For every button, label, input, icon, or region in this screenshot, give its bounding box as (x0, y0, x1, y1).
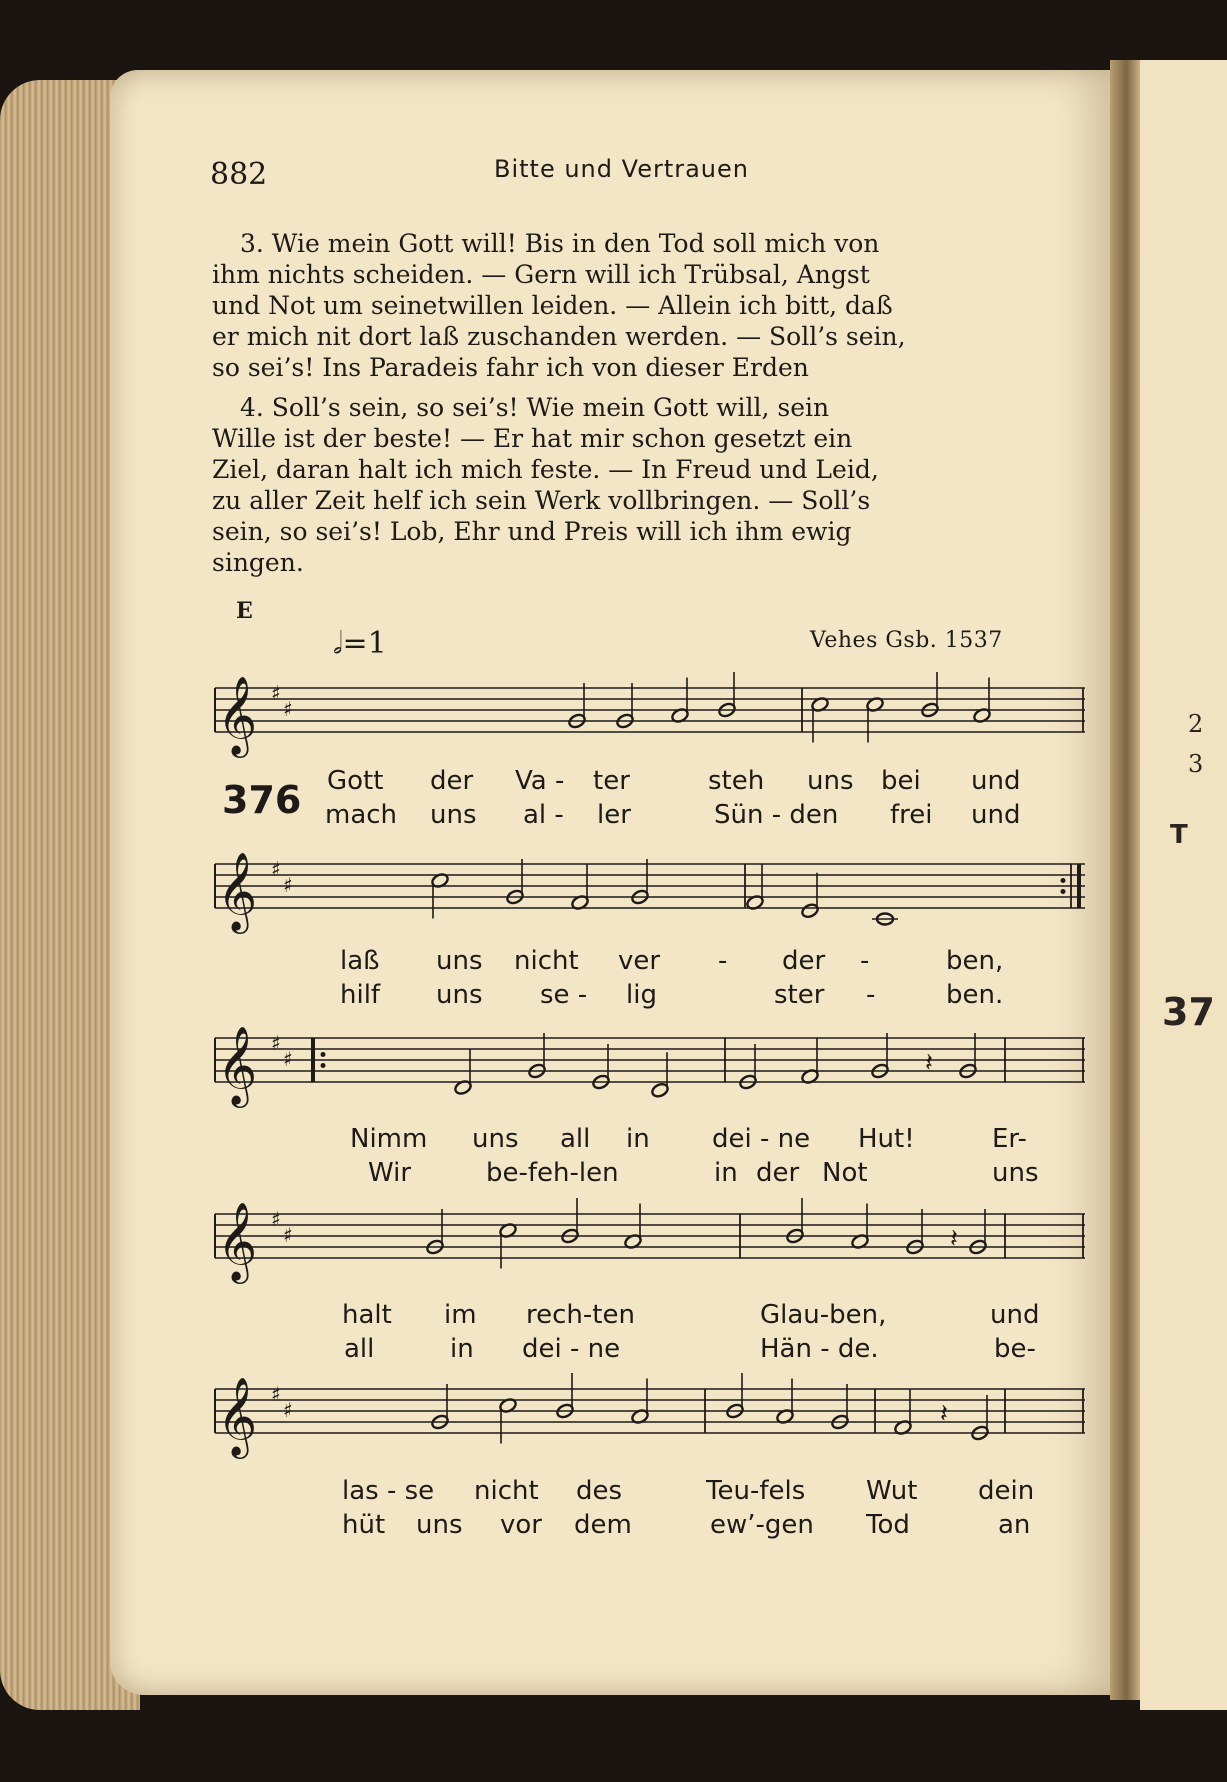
lyric-syllable: Teu-fels (706, 1476, 806, 1506)
lyric-syllable: ben, (946, 946, 1004, 976)
stanza-3 (212, 228, 1084, 383)
lyric-syllable: las - se (342, 1476, 435, 1506)
stanza-line: und Not um seinetwillen leiden. — Allein ich bitt, daß (212, 291, 893, 320)
stanza-line: 3. Wie mein Gott will! Bis in den Tod soll mich von (240, 229, 880, 258)
lyric-syllable: uns (992, 1158, 1039, 1188)
sharp-icon: ♯ (271, 1207, 281, 1231)
lyric-syllable: - (860, 946, 870, 976)
lyric-syllable: - (718, 946, 728, 976)
right-frag-4: 37 (1162, 990, 1215, 1034)
lyric-syllable: rech-ten (526, 1300, 635, 1330)
lyric-syllable: dem (574, 1510, 632, 1540)
lyric-syllable: halt (342, 1300, 392, 1330)
lyric-syllable: an (998, 1510, 1031, 1540)
lyric-syllable: bei (881, 766, 921, 796)
lyric-syllable: im (444, 1300, 477, 1330)
lyric-syllable: in (626, 1124, 650, 1154)
lyric-syllable: uns (416, 1510, 463, 1540)
lyric-syllable: der (430, 766, 474, 796)
treble-clef-icon: 𝄞 (217, 852, 258, 931)
stanza-line: Wille ist der beste! — Er hat mir schon gesetzt ein (212, 424, 853, 453)
lyric-syllable: uns (472, 1124, 519, 1154)
lyric-syllable: - (866, 980, 876, 1010)
lyric-syllable: uns (430, 800, 477, 830)
repeat-dot (321, 1052, 326, 1057)
lyric-syllable: Tod (866, 1510, 910, 1540)
lyric-syllable: uns (807, 766, 854, 796)
music-staff-4 (215, 1198, 1085, 1298)
stanza-line: 4. Soll’s sein, so sei’s! Wie mein Gott will, sein (240, 393, 830, 422)
repeat-dot (1061, 878, 1066, 883)
lyric-syllable: ster (774, 980, 825, 1010)
lyric-syllable: be-feh-len (486, 1158, 619, 1188)
lyric-syllable: Not (822, 1158, 868, 1188)
running-title: Bitte und Vertrauen (494, 155, 749, 183)
lyric-syllable: se - (540, 980, 588, 1010)
stanza-4 (212, 392, 1084, 578)
sharp-icon: ♯ (271, 857, 281, 881)
lyric-syllable: Gott (327, 766, 384, 796)
lyric-syllable: Wut (866, 1476, 918, 1506)
lyric-syllable: der (756, 1158, 800, 1188)
lyric-syllable: Wir (368, 1158, 412, 1188)
lyric-syllable: laß (340, 946, 380, 976)
sharp-icon: ♯ (271, 681, 281, 705)
lyric-syllable: in (714, 1158, 738, 1188)
sharp-icon: ♯ (283, 1223, 293, 1247)
sharp-icon: ♯ (271, 1031, 281, 1055)
tempo-marking: 𝅗𝅥=1 (333, 626, 387, 661)
lyric-syllable: uns (436, 980, 483, 1010)
sharp-icon: ♯ (283, 697, 293, 721)
lyric-syllable: Nimm (350, 1124, 428, 1154)
lyric-syllable: ver (618, 946, 661, 976)
stanza-line: singen. (212, 548, 304, 577)
lyric-syllable: vor (500, 1510, 542, 1540)
stanza-line: Ziel, daran halt ich mich feste. — In Freud und Leid, (212, 455, 879, 484)
music-staff-1 (215, 672, 1085, 772)
stanza-line: so sei’s! Ins Paradeis fahr ich von dieser Erden (212, 353, 809, 382)
lyric-syllable: all (560, 1124, 591, 1154)
lyric-syllable: und (971, 766, 1021, 796)
music-staff-2 (215, 848, 1085, 948)
lyric-syllable: nicht (514, 946, 579, 976)
treble-clef-icon: 𝄞 (217, 1377, 258, 1456)
book-gutter (1110, 60, 1140, 1700)
page-header (210, 155, 1085, 195)
page-number: 882 (210, 157, 268, 192)
music-staff-3 (215, 1022, 1085, 1122)
hymn-source: Vehes Gsb. 1537 (810, 628, 1003, 653)
lyric-syllable: mach (325, 800, 398, 830)
lyric-syllable: und (990, 1300, 1040, 1330)
lyric-syllable: lig (626, 980, 657, 1010)
lyric-syllable: hilf (340, 980, 381, 1010)
hymn-number: 376 (222, 778, 302, 822)
lyric-syllable: dein (978, 1476, 1035, 1506)
quarter-rest-icon: 𝄽 (925, 1048, 933, 1078)
lyric-syllable: all (344, 1334, 375, 1364)
lyric-syllable: ben. (946, 980, 1004, 1010)
sharp-icon: ♯ (283, 1398, 293, 1422)
lyric-syllable: dei - ne (522, 1334, 621, 1364)
book-page-right (1140, 60, 1227, 1710)
lyric-syllable: hüt (342, 1510, 386, 1540)
stanza-line: er mich nit dort laß zuschanden werden. — Soll’s sein, (212, 322, 906, 351)
stanza-line: sein, so sei’s! Lob, Ehr und Preis will ich ihm ewig (212, 517, 852, 546)
lyric-syllable: Va - (515, 766, 565, 796)
quarter-rest-icon: 𝄽 (940, 1399, 948, 1429)
lyric-syllable: uns (436, 946, 483, 976)
repeat-dot (1061, 889, 1066, 894)
lyric-syllable: ter (593, 766, 630, 796)
key-label: E (236, 598, 253, 624)
tempo-value: 1 (367, 626, 387, 661)
lyric-syllable: in (450, 1334, 474, 1364)
right-frag-3: T (1170, 820, 1188, 850)
sharp-icon: ♯ (271, 1382, 281, 1406)
lyric-syllable: frei (890, 800, 933, 830)
lyric-syllable: Sün - den (714, 800, 839, 830)
sharp-icon: ♯ (283, 1047, 293, 1071)
treble-clef-icon: 𝄞 (217, 1026, 258, 1105)
treble-clef-icon: 𝄞 (217, 1202, 258, 1281)
lyric-syllable: Er- (992, 1124, 1027, 1154)
lyric-syllable: Hän - de. (760, 1334, 879, 1364)
lyric-syllable: ew’-gen (710, 1510, 814, 1540)
repeat-dot (321, 1063, 326, 1068)
music-staff-5 (215, 1373, 1085, 1473)
lyric-syllable: Hut! (858, 1124, 915, 1154)
lyric-syllable: ler (597, 800, 631, 830)
lyric-syllable: al - (523, 800, 564, 830)
lyric-syllable: dei - ne (712, 1124, 811, 1154)
lyric-syllable: Glau-ben, (760, 1300, 887, 1330)
lyric-syllable: der (782, 946, 826, 976)
lyric-syllable: des (576, 1476, 623, 1506)
half-note-icon: 𝅗𝅥 (333, 626, 343, 661)
lyric-syllable: nicht (474, 1476, 539, 1506)
stanza-line: zu aller Zeit helf ich sein Werk vollbringen. — Soll’s (212, 486, 871, 515)
treble-clef-icon: 𝄞 (217, 676, 258, 755)
lyric-syllable: steh (708, 766, 765, 796)
stanza-line: ihm nichts scheiden. — Gern will ich Trübsal, Angst (212, 260, 870, 289)
right-frag-1: 2 (1188, 710, 1204, 738)
quarter-rest-icon: 𝄽 (950, 1224, 958, 1254)
right-frag-2: 3 (1188, 750, 1204, 778)
lyric-syllable: be- (994, 1334, 1036, 1364)
sharp-icon: ♯ (283, 873, 293, 897)
lyric-syllable: und (971, 800, 1021, 830)
